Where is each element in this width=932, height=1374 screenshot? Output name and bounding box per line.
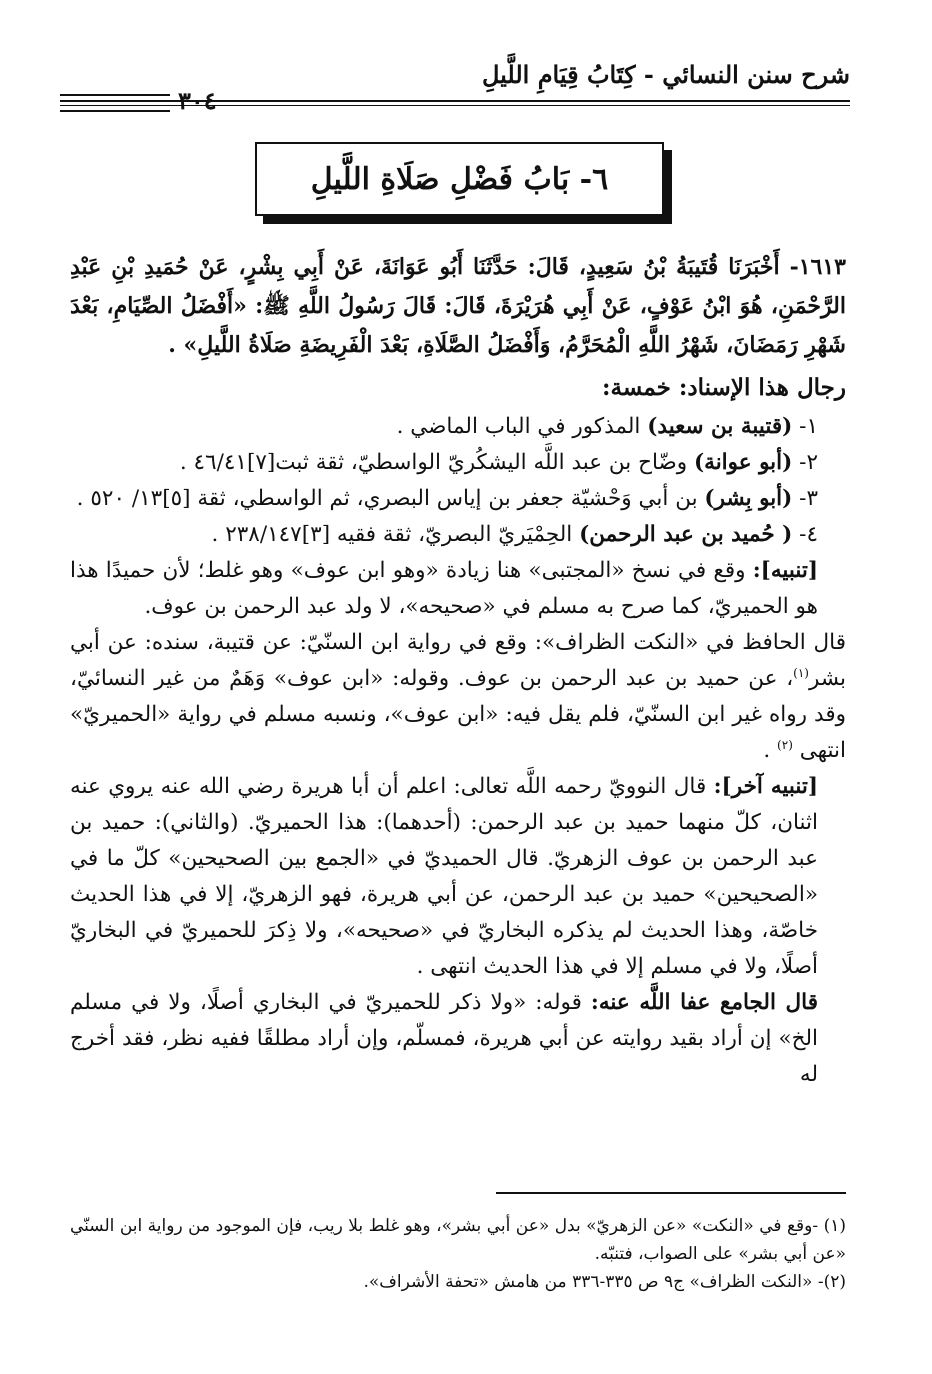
note-label: [تنبيه آخر]: (713, 774, 819, 799)
narrator-item (70, 445, 846, 481)
chapter-title: ٦- بَابُ فَضْلِ صَلَاةِ اللَّيلِ (310, 161, 609, 197)
narrator-number: ٤- (799, 522, 818, 547)
header-title: شرح سنن النسائي - كِتَابُ قِيَامِ اللَّيلِ (482, 60, 850, 89)
footnote-ref[interactable]: (٢) (777, 737, 793, 752)
folio-ornament (60, 94, 170, 112)
narrator-number: ٢- (799, 450, 818, 475)
narrator-details: بن أبي وَحْشيّة جعفر بن إياس البصري، ثم الواسطي، ثقة [٥]١٣/ ٥٢٠ . (76, 486, 698, 511)
chapter-heading-box (255, 142, 664, 216)
narrator-item (70, 409, 846, 445)
narrator-details: الحِمْيَريّ البصريّ، ثقة فقيه [٣]٢٣٨/١٤٧ . (211, 522, 573, 547)
narrator-item (70, 481, 846, 517)
quote-text: قال الحافظ في «النكت الظراف»: وقع في رواية ابن السنّيّ: عن قتيبة، سنده: عن أبي بشر (70, 630, 846, 691)
hadith-text: ١٦١٣- أَخْبَرَنَا قُتَيبَةُ بْنُ سَعِيدٍ، قَالَ: حَدَّثَنَا أَبُو عَوَانَةَ، عَنْ أَبِي بِشْرٍ، عَنْ حُمَيدِ بْنِ عَبْدِ الرَّحْمَنِ، هُوَ ابْنُ عَوْفٍ، عَنْ أَبِي هُرَيْرَةَ، قَالَ: قَالَ رَسُولُ اللَّهِ ﷺ: «أَفْضَلُ الصِّيَامِ، بَعْدَ شَهْرِ رَمَضَانَ، شَهْرُ اللَّهِ الْمُحَرَّمُ، وَأَفْضَلُ الصَّلَاةِ، بَعْدَ الْفَرِيضَةِ صَلَاةُ اللَّيلِ» . (70, 254, 846, 358)
page-number: ٣٠٤ (178, 86, 217, 115)
page-folio (60, 86, 230, 116)
main-text (70, 248, 846, 1093)
footnote-2: (٢)- «النكت الظراف» ج٩ ص ٣٣٥-٣٣٦ من هامش «تحفة الأشراف». (363, 1272, 846, 1292)
note-paragraph (70, 769, 846, 985)
narrator-name: (أبو عوانة) (694, 450, 793, 475)
note-text: قال النوويّ رحمه اللَّه تعالى: اعلم أن أبا هريرة رضي الله عنه يروي عنه اثنان، كلّ منهما حميد بن عبد الرحمن: (أحدهما): هذا الحميريّ. (والثاني): حميد بن عبد الرحمن بن عوف الزهريّ. قال الحميديّ في «الجمع بين الصحيحين» كلّ ما في «الصحيحين» حميد بن عبد الرحمن، عن أبي هريرة، فهو الزهريّ، إلا في هذا الحديث خاصّة، وهذا الحديث لم يذكره البخاريّ في «صحيحه»، ولا ذِكرَ للحميريّ في البخاريّ أصلًا، ولا في مسلم إلا في هذا الحديث انتهى . (70, 774, 818, 979)
jami-label: قال الجامع عفا اللَّه عنه: (590, 990, 818, 1015)
footnotes (70, 1212, 846, 1296)
narrator-number: ٣- (799, 486, 818, 511)
narrators-heading: رجال هذا الإسناد: خمسة: (602, 374, 846, 401)
narrator-name: ( حُميد بن عبد الرحمن) (579, 522, 793, 547)
narrator-number: ١- (799, 414, 818, 439)
note-paragraph (70, 553, 846, 625)
jami-paragraph (70, 985, 846, 1093)
quote-end: . (763, 738, 771, 763)
hafiz-quote (70, 625, 846, 769)
narrator-details: وضّاح بن عبد اللَّه اليشكُريّ الواسطيّ، ثقة ثبت[٧]٤٦/٤١ . (179, 450, 688, 475)
jami-text: قوله: «ولا ذكر للحميريّ في البخاري أصلًا، ولا في مسلم الخ» إن أراد بقيد روايته عن أبي هريرة، فمسلّم، وإن أراد مطلقًا ففيه نظر، فقد أخرج له (70, 990, 818, 1087)
quote-text: ، عن حميد بن عبد الرحمن بن عوف. وقوله: «ابن عوف» وَهَمٌ من غير النسائيّ، وقد رواه غير ابن السنّيّ، فلم يقل فيه: «ابن عوف»، ونسبه مسلم في رواية «الحميريّ» انتهى (70, 666, 846, 763)
narrator-name: (قتيبة بن سعيد) (647, 414, 793, 439)
note-label: [تنبيه]: (752, 558, 818, 583)
narrator-name: (أبو بِشر) (704, 486, 793, 511)
footnote-separator (496, 1192, 846, 1194)
footnote-ref[interactable]: (١) (793, 665, 809, 680)
footnote-1: (١) -وقع في «النكت» «عن الزهريّ» بدل «عن أبي بشر»، وهو غلط بلا ريب، فإن الموجود من رواية ابن السنّي «عن أبي بشر» على الصواب، فتنبّه. (70, 1216, 846, 1264)
note-text: وقع في نسخ «المجتبى» هنا زيادة «وهو ابن عوف» وهو غلط؛ لأن حميدًا هذا هو الحميريّ، كما صرح به مسلم في «صحيحه»، لا ولد عبد الرحمن بن عوف. (70, 558, 818, 619)
narrator-item (70, 517, 846, 553)
narrator-details: المذكور في الباب الماضي . (396, 414, 641, 439)
